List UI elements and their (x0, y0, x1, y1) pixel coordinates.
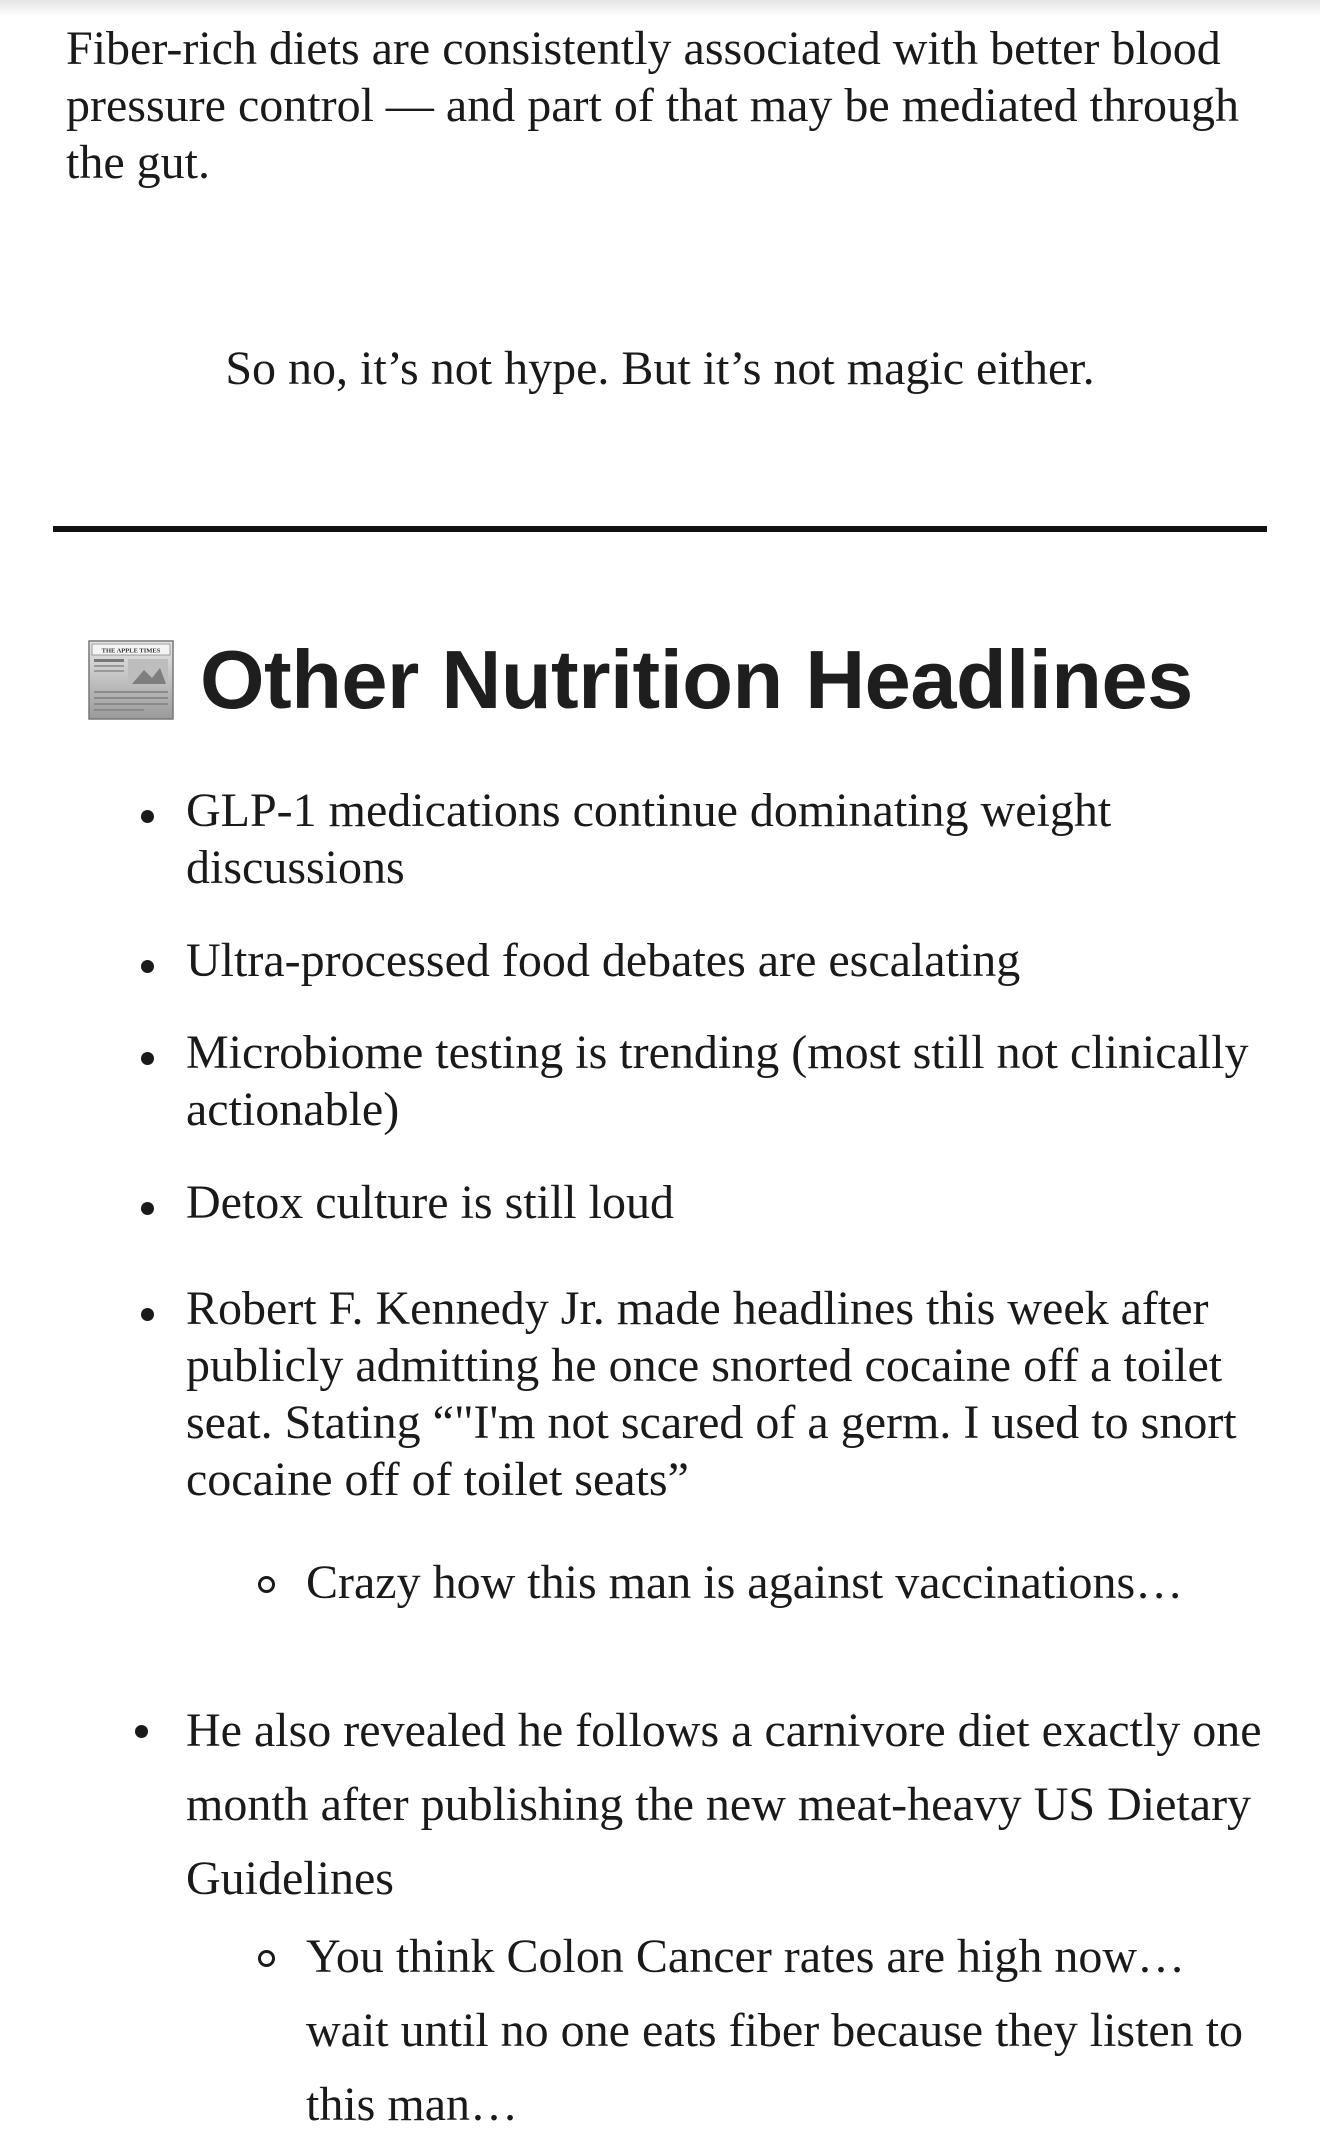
section-heading-text: Other Nutrition Headlines (200, 633, 1193, 726)
circle-bullet-icon (258, 1576, 275, 1593)
list-item-text: Robert F. Kennedy Jr. made headlines this week after publicly admitting he once snorted cocaine off a toilet seat. Stating “"I'm not scared of a germ. I used to snort cocaine off of toilet seats” (186, 1282, 1237, 1506)
list-item (186, 1280, 1286, 1508)
bullet-icon (141, 810, 154, 823)
sub-list-item-text: You think Colon Cancer rates are high now… wait until no one eats fiber because they listen to this man… (306, 1930, 1244, 2131)
list-item-text: Detox culture is still loud (186, 1176, 674, 1229)
sub-list-item-text: Crazy how this man is against vaccinations… (306, 1556, 1184, 1609)
section-heading (88, 630, 1193, 730)
bullet-icon (135, 1725, 148, 1738)
top-shade (0, 0, 1320, 16)
sub-list-item (306, 1920, 1266, 2142)
list-item (186, 1024, 1286, 1138)
centered-remark: So no, it’s not hype. But it’s not magic either. (225, 342, 1095, 395)
bullet-icon (141, 1202, 154, 1215)
circle-bullet-icon (258, 1950, 275, 1967)
bullet-icon (141, 1308, 154, 1321)
newspaper-icon (88, 640, 174, 720)
list-item (186, 932, 1286, 989)
bullet-icon (141, 1052, 154, 1065)
list-item-text: He also revealed he follows a carnivore diet exactly one month after publishing the new meat-heavy US Dietary Guidelines (186, 1704, 1262, 1905)
section-divider (53, 526, 1267, 532)
list-item-text: GLP-1 medications continue dominating weight discussions (186, 784, 1112, 894)
intro-paragraph: Fiber-rich diets are consistently associated with better blood pressure control — and part of that may be mediated through the gut. (66, 22, 1239, 189)
masthead-text: THE APPLE TIMES (101, 647, 161, 655)
bullet-icon (141, 960, 154, 973)
sub-list-item (306, 1546, 1266, 1620)
list-item (186, 1174, 1286, 1231)
list-item-text: Ultra-processed food debates are escalating (186, 934, 1021, 987)
list-item (186, 782, 1286, 896)
list-item-text: Microbiome testing is trending (most still not clinically actionable) (186, 1026, 1249, 1136)
